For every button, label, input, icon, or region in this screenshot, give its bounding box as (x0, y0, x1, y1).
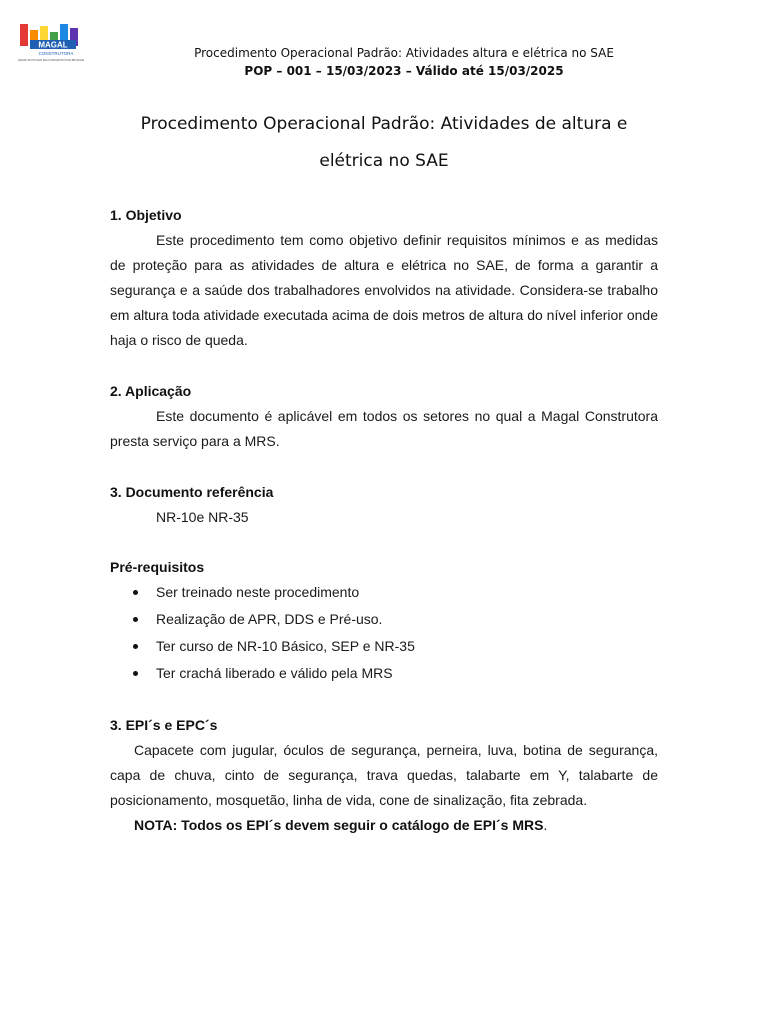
prerequisitos-list (110, 580, 658, 688)
section-heading: 1. Objetivo (110, 207, 182, 223)
section-text: Este procedimento tem como objetivo definir requisitos mínimos e as medidas de proteção para as atividades de altura e elétrica no SAE, de forma a garantir a segurança e a saúde dos trabalhadores envolvidos na atividade. Considera-se trabalho em altura toda atividade executada acima de dois metros de altura do nível inferior onde haja o risco de queda. (110, 232, 658, 348)
document-title-line1: Procedimento Operacional Padrão: Atividades de altura e (140, 114, 628, 134)
nota-text: NOTA: Todos os EPI´s devem seguir o catálogo de EPI´s MRS. (134, 817, 548, 833)
section-objetivo (110, 203, 658, 353)
list-item: Ter crachá liberado e válido pela MRS (110, 661, 658, 688)
section-text: Capacete com jugular, óculos de segurança, perneira, luva, botina de segurança, capa de chuva, cinto de segurança, trava quedas, talabarte em Y, talabarte de posicionamento, mosquetão, linha de vida, cone de sinalização, fita zebrada. (110, 742, 658, 808)
document-title-line2: elétrica no SAE (319, 151, 449, 171)
list-item: Ter curso de NR-10 Básico, SEP e NR-35 (110, 634, 658, 661)
header-doc-code: POP – 001 – 15/03/2023 – Válido até 15/03/2025 (244, 64, 564, 78)
section-heading: Pré-requisitos (110, 559, 205, 575)
page-header (100, 44, 708, 80)
section-heading: 3. EPI´s e EPC´s (110, 717, 218, 733)
section-referencia (110, 480, 658, 530)
bullet-icon (133, 617, 138, 622)
bullet-icon (133, 671, 138, 676)
section-text: Este documento é aplicável em todos os setores no qual a Magal Construtora presta serviço para a MRS. (110, 408, 658, 449)
document-title (110, 106, 658, 180)
section-heading: 3. Documento referência (110, 484, 274, 500)
section-aplicacao (110, 379, 658, 454)
svg-text:CONSTRUTORA: CONSTRUTORA (38, 51, 74, 56)
svg-text:MAGAL: MAGAL (38, 40, 68, 50)
magal-logo-icon (18, 20, 84, 64)
section-epis (110, 713, 658, 838)
bullet-icon (133, 590, 138, 595)
list-item: Ser treinado neste procedimento (110, 580, 658, 607)
bullet-icon (133, 644, 138, 649)
header-title: Procedimento Operacional Padrão: Atividades altura e elétrica no SAE (194, 46, 614, 60)
section-heading: 2. Aplicação (110, 383, 192, 399)
svg-text:FAZENDO MUITO MAIS PELA INFRAE: FAZENDO MUITO MAIS PELA INFRAESTRUTURA BRASILEIRA (18, 59, 84, 62)
list-item: Realização de APR, DDS e Pré-uso. (110, 607, 658, 634)
section-prerequisitos (110, 555, 658, 688)
section-text: NR-10e NR-35 (156, 509, 249, 525)
company-logo (18, 20, 84, 64)
